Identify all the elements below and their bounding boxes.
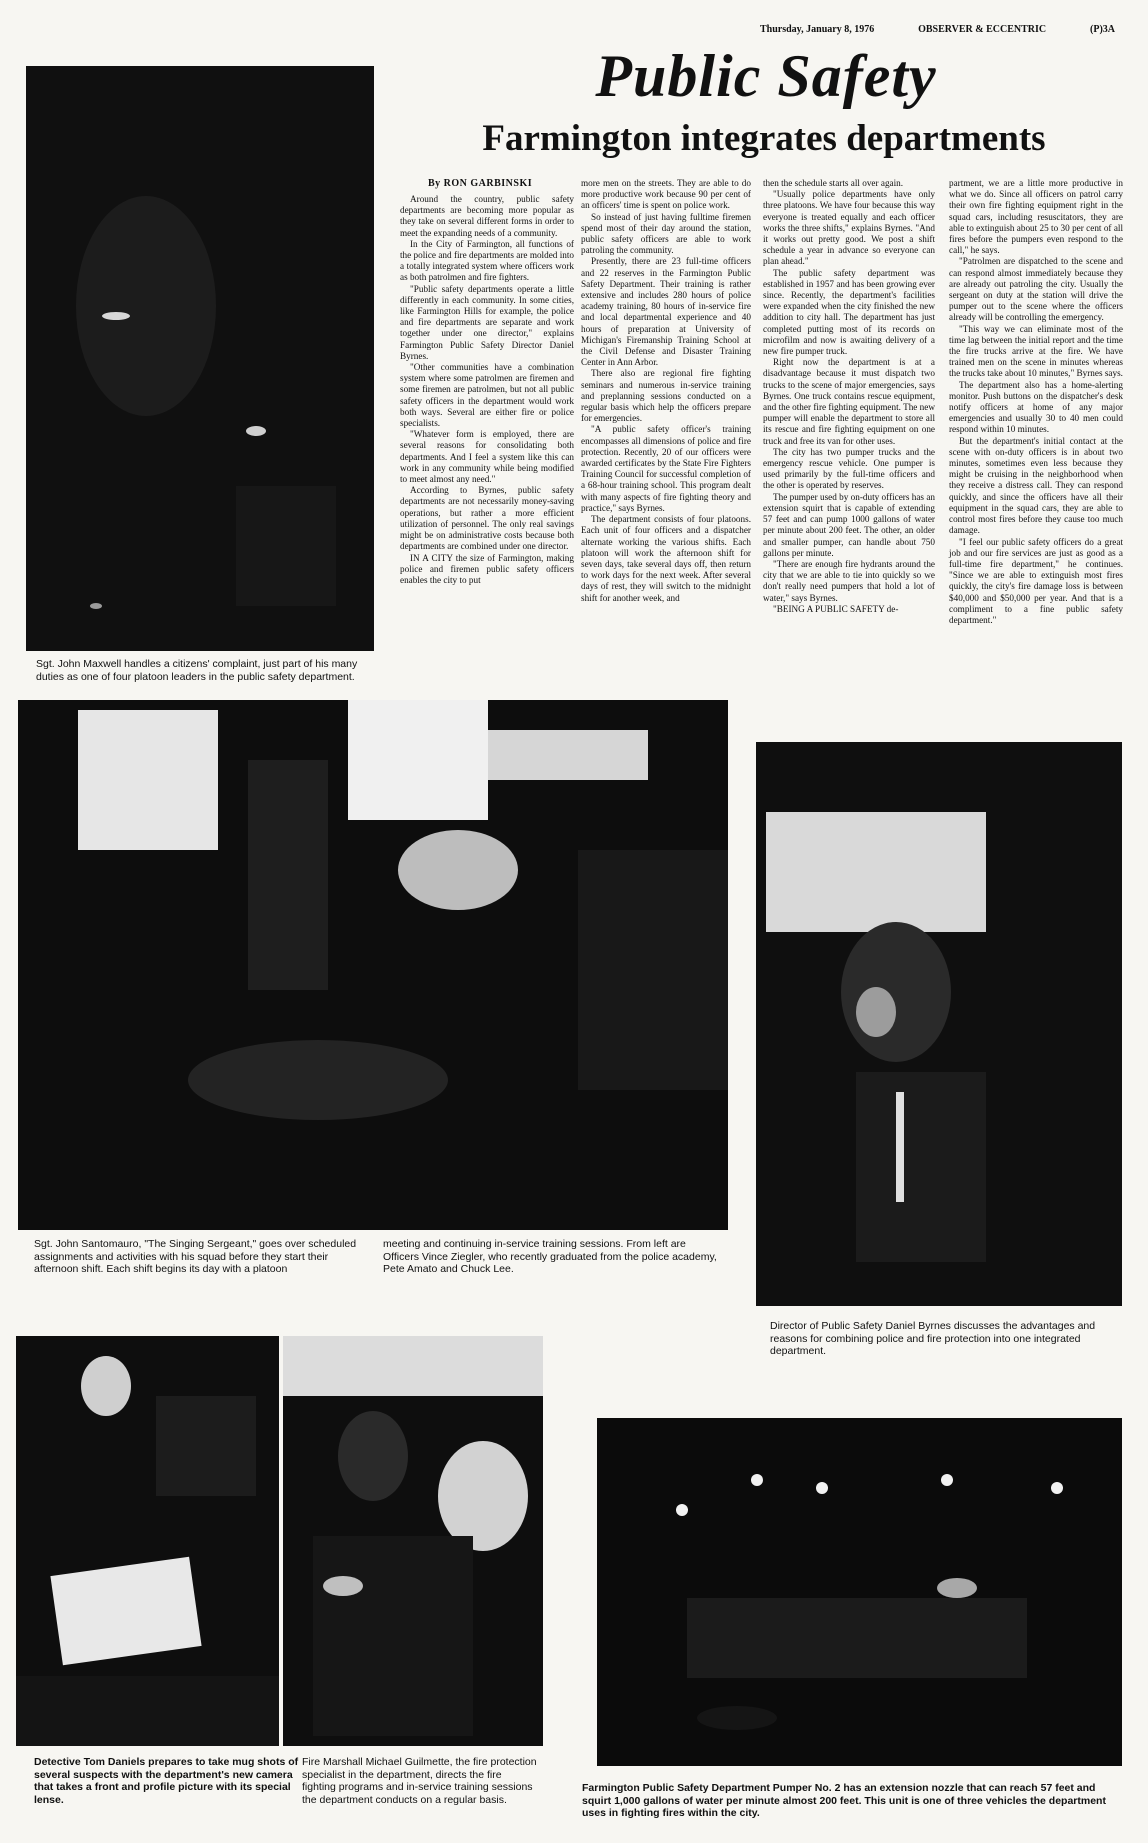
byline: By RON GARBINSKI [428,178,533,189]
caption-byrnes: Director of Public Safety Daniel Byrnes discusses the advantages and reasons for combining police and fire protection into one integrated department. [770,1320,1096,1357]
photo-guilmette [283,1336,543,1746]
article-column-3 [763,178,935,615]
paragraph: According to Byrnes, public safety departments are not necessarily money-saving operations, but rather a more efficient utilization of personnel. The only real savings might be on administrative costs because both departments are combined under one director. [400,485,574,552]
paragraph: "Public safety departments operate a little differently in each community. In some cities, like Farmington Hills for example, the police and fire departments are separate and work together under one director," explains Farmington Public Safety Director Daniel Byrnes. [400,283,574,361]
caption-santomauro-part1: Sgt. John Santomauro, "The Singing Sergeant," goes over scheduled assignments and activities with his squad before they start their afternoon shift. Each shift begins its day with a platoon [34,1238,357,1275]
paragraph: "I feel our public safety officers do a great job and our fire services are just as good as a full-time fire department," he continues. "Since we are able to extinguish most fires quickly, the city's fire damage loss is between $40,000 and $50,000 per year. And that is a compliment to a fine public safety department." [949,536,1123,625]
paragraph: The city has two pumper trucks and the emergency rescue vehicle. One pumper is used primarily by the full-time officers and the other is operated by reserves. [763,446,935,491]
headline: Farmington integrates departments [482,118,1046,159]
paragraph: The department consists of four platoons. Each unit of four officers and a dispatcher alternate working the various shifts. Each platoon will work the afternoon shift for seven days, take several days off, then return to work days for the next week. After several days of rest, they will switch to the midnight shift for another week, and [581,514,751,603]
caption-daniels: Detective Tom Daniels prepares to take mug shots of several suspects with the department's new camera that takes a front and profile picture with its special lense. [34,1756,299,1806]
paragraph: The pumper used by on-duty officers has an extension squirt that is capable of extending 57 feet and can pump 1000 gallons of water per minute about 200 feet. The other, an older and smaller pumper, can handle about 750 gallons per minute. [763,491,935,558]
photo-maxwell [26,66,374,651]
paragraph: then the schedule starts all over again. [763,178,904,188]
photo-pumper [597,1418,1122,1766]
paragraph: "Usually police departments have only three platoons. We have four because this way everyone is treated equally and each officer works the three shifts," explains Byrnes. "And it works out pretty good. We post a shift schedule a year in advance so everyone can plan ahead." [763,189,935,267]
caption-santomauro-part2: meeting and continuing in-service training sessions. From left are Officers Vince Ziegler, who recently graduated from the police academy, Pete Amato and Chuck Lee. [383,1238,717,1275]
newspaper-name: OBSERVER & ECCENTRIC [918,24,1047,35]
paragraph: So instead of just having fulltime firemen spend most of their day around the station, public safety officers are able to work patroling the community. [581,211,751,256]
paragraph: "There are enough fire hydrants around the city that we are able to tie into quickly so we don't really need pumpers that hold a lot of water," says Byrnes. [763,558,935,603]
paragraph: Right now the department is at a disadvantage because it must dispatch two trucks to the scene of major emergencies, says Byrnes. One truck contains rescue equipment, and the other fire fighting equipment. The new pumper will enable the department to store all its rescue and fire fighting equipment on one truck and free its van for other uses. [763,357,935,446]
paragraph: The department also has a home-alerting monitor. Push buttons on the dispatcher's desk notify officers at home of any major emergencies and usually 30 to 40 men could respond within 10 minutes. [949,379,1123,435]
paragraph: But the department's initial contact at the scene with on-duty officers is in about two minutes, sometimes even less because they might be cruising in the neighborhood when they receive a distress call. They can respond quickly, and since the officers have all their equipment in the squad cars, they are able to control most fires before they cause too much damage. [949,435,1123,536]
photo-daniels [16,1336,279,1746]
issue-date: Thursday, January 8, 1976 [760,24,875,35]
article-column-4 [949,178,1123,626]
article-column-2 [581,178,751,604]
paragraph: "BEING A PUBLIC SAFETY de- [773,603,899,614]
paragraph: more men on the streets. They are able to do more productive work because 90 per cent of an officers' time is spent on police work. [581,178,751,211]
paragraph: "This way we can eliminate most of the time lag between the initial report and the time the fire trucks arrive at the fire. We have trained men on the scene in minutes whereas the trucks take about 10 minutes," Byrnes says. [949,323,1123,379]
section-title: Public Safety [595,43,937,109]
photo-santomauro-squad [18,700,728,1230]
folio-line [760,24,1115,35]
paragraph: "Whatever form is employed, there are several reasons for consolidating both departments. And I feel a system like this can work in any community while being modified to meet almost any need." [400,429,574,485]
paragraph: "Patrolmen are dispatched to the scene and can respond almost immediately because they are already out patroling the city. Usually the sergeant on duty at the station will drive the pumper out to the scene where the officers already will be controlling the emergency. [949,256,1123,323]
paragraph: "Other communities have a combination system where some patrolmen are firemen and some firemen are patrolmen, but not all public safety officers in the department would work both ways. Several are either fire or police specialists. [400,362,574,429]
caption-pumper: Farmington Public Safety Department Pumper No. 2 has an extension nozzle that can reach 57 feet and squirt 1,000 gallons of water per minute almost 200 feet. This unit is one of three vehicles the department uses in fighting fires within the city. [582,1782,1106,1819]
paragraph: Presently, there are 23 full-time officers and 22 reserves in the Farmington Public Safety Department. Their training is rather extensive and includes 280 hours of police academy training, 80 hours of in-service fire and local departmental experience and 40 hours of preparation at University of Michigan's Firemanship Training School at the Civil Defense and Disaster Training Center in Ann Arbor. [581,256,751,368]
photo-byrnes [756,742,1122,1306]
paragraph: There also are regional fire fighting seminars and numerous in-service training and preplanning sessions conducted on a regular basis which help the officers prepare for emergencies. [581,368,751,424]
caption-guilmette: Fire Marshall Michael Guilmette, the fire protection specialist in the department, directs the fire fighting programs and in-service training sessions the department conducts on a regular basis. [302,1756,537,1806]
paragraph: "A public safety officer's training encompasses all dimensions of police and fire protection. Recently, 20 of our officers were awarded certificates by the State Fire Fighters Training Council for successful completion of a 68-hour training school. This program dealt with many aspects of fire fighting theory and practice," says Byrnes. [581,424,751,513]
paragraph: In the City of Farmington, all functions of the police and fire departments are molded into a totally integrated system where officers work as both patrolmen and fire fighters. [400,238,574,283]
paragraph: IN A CITY the size of Farmington, making police and firemen public safety officers enables the city to put [400,552,574,585]
paragraph: Around the country, public safety departments are becoming more popular as they take on several different forms in order to meet the expanding needs of a community. [400,194,574,238]
caption-maxwell: Sgt. John Maxwell handles a citizens' complaint, just part of his many duties as one of four platoon leaders in the public safety department. [36,658,358,683]
paragraph: The public safety department was established in 1957 and has been growing ever since. Recently, the department's facilities were expanded when the city finished the new addition to city hall. The department has just completed putting most of its records on microfilm and now is awaiting delivery of a new fire pumper truck. [763,267,935,357]
page-number: (P)3A [1090,24,1115,35]
article-column-1 [400,194,574,586]
paragraph: partment, we are a little more productive in what we do. Since all officers on patrol carry their own fire fighting equipment right in the squad cars, including resuscitators, they are able to extinguish about 25 to 30 per cent of all fires before the pumpers even respond to the call," he says. [949,178,1123,256]
